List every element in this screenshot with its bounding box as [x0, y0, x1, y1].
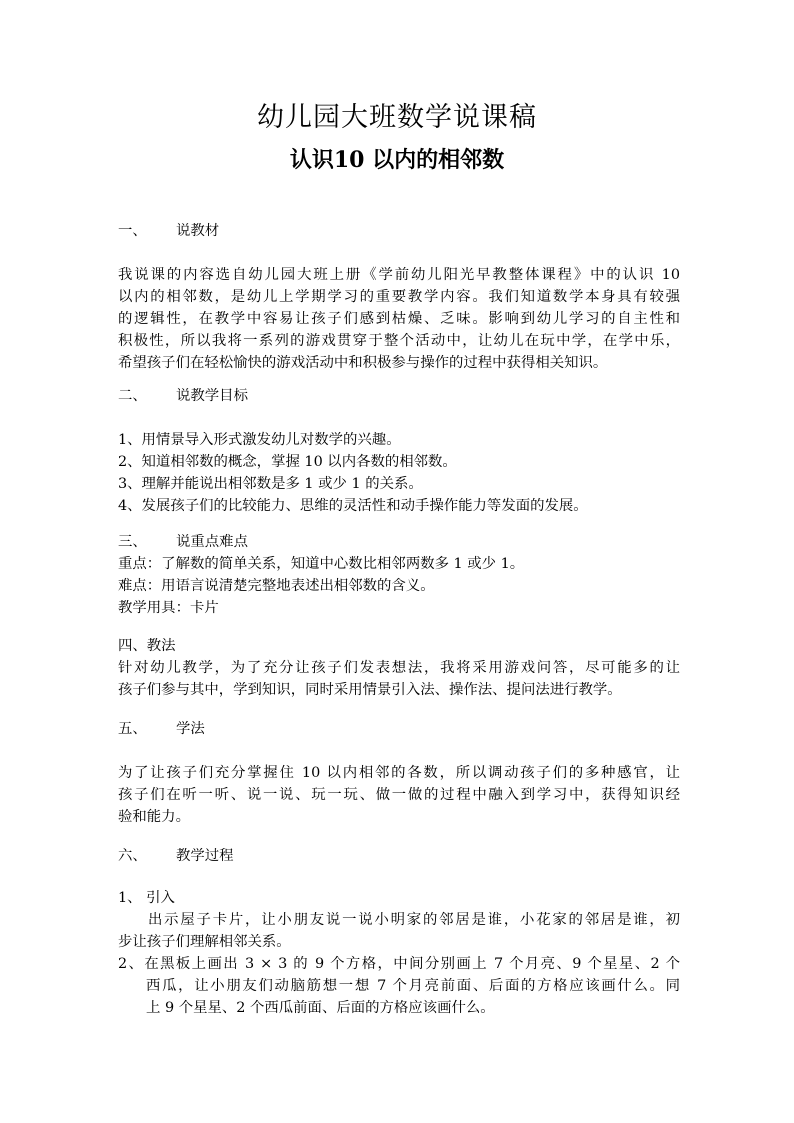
section-heading-5 — [118, 718, 205, 740]
paragraph-line: 上 9 个星星、2 个西瓜前面、后面的方格应该画什么。 — [146, 1000, 495, 1016]
list-item: 2、在黑板上画出 3 × 3 的 9 个方格，中间分别画上 7 个月亮、9 个星星、2 个 — [118, 956, 680, 972]
paragraph-line: 西瓜，让小朋友们动脑筋想一想 7 个月亮前面、后面的方格应该画什么。同 — [146, 978, 680, 994]
paragraph-line: 孩子们参与其中，学到知识，同时采用情景引入法、操作法、提问法进行教学。 — [118, 682, 622, 698]
paragraph-line: 为了让孩子们充分掌握住 10 以内相邻的各数，所以调动孩子们的多种感官，让 — [118, 765, 680, 781]
paragraph-line: 出示屋子卡片，让小朋友说一说小明家的邻居是谁，小花家的邻居是谁，初 — [148, 912, 680, 928]
paragraph-line: 的逻辑性，在教学中容易让孩子们感到枯燥、乏味。影响到幼儿学习的自主性和 — [118, 311, 680, 327]
section-label: 说教学目标 — [176, 388, 248, 404]
section-heading-4: 四、教法 — [118, 638, 176, 654]
section-number: 二、 — [118, 388, 147, 404]
section-label: 说教材 — [176, 223, 220, 239]
section-heading-1 — [118, 220, 219, 242]
section-heading-3 — [118, 531, 248, 553]
list-item: 教学用具：卡片 — [118, 600, 219, 616]
list-item: 1、用情景导入形式激发幼儿对数学的兴趣。 — [118, 432, 401, 448]
document-subtitle: 认识10 以内的相邻数 — [289, 147, 505, 173]
section-number: 五、 — [118, 721, 147, 737]
list-item: 4、发展孩子们的比较能力、思维的灵活性和动手操作能力等发面的发展。 — [118, 498, 588, 514]
section-heading-2 — [118, 385, 248, 407]
list-item: 2、知道相邻数的概念，掌握 10 以内各数的相邻数。 — [118, 454, 457, 470]
paragraph-line: 针对幼儿教学，为了充分让孩子们发表想法，我将采用游戏问答，尽可能多的让 — [118, 660, 680, 676]
list-item: 3、理解并能说出相邻数是多 1 或少 1 的关系。 — [118, 476, 423, 492]
paragraph-line: 验和能力。 — [118, 809, 190, 825]
section-label: 学法 — [176, 721, 205, 737]
paragraph-line: 孩子们在听一听、说一说、玩一玩、做一做的过程中融入到学习中，获得知识经 — [118, 787, 680, 803]
paragraph-line: 我说课的内容选自幼儿园大班上册《学前幼儿阳光早教整体课程》中的认识 10 — [118, 267, 680, 283]
paragraph-line: 以内的相邻数，是幼儿上学期学习的重要教学内容。我们知道数学本身具有较强 — [118, 289, 680, 305]
paragraph-line: 希望孩子们在轻松愉快的游戏活动中和积极参与操作的过程中获得相关知识。 — [118, 355, 608, 371]
section-number: 一、 — [118, 223, 147, 239]
step-heading: 1、 引入 — [118, 890, 175, 906]
section-label: 说重点难点 — [176, 534, 248, 550]
section-number: 六、 — [118, 848, 147, 864]
paragraph-line: 积极性，所以我将一系列的游戏贯穿于整个活动中，让幼儿在玩中学，在学中乐， — [118, 333, 680, 349]
section-label: 教学过程 — [176, 848, 234, 864]
section-heading-6 — [118, 845, 234, 867]
list-item: 难点：用语言说清楚完整地表述出相邻数的含义。 — [118, 578, 435, 594]
document-title: 幼儿园大班数学说课稿 — [257, 102, 537, 133]
section-number: 三、 — [118, 534, 147, 550]
paragraph-line: 步让孩子们理解相邻关系。 — [118, 934, 291, 950]
list-item: 重点：了解数的简单关系，知道中心数比相邻两数多 1 或少 1。 — [118, 556, 525, 572]
